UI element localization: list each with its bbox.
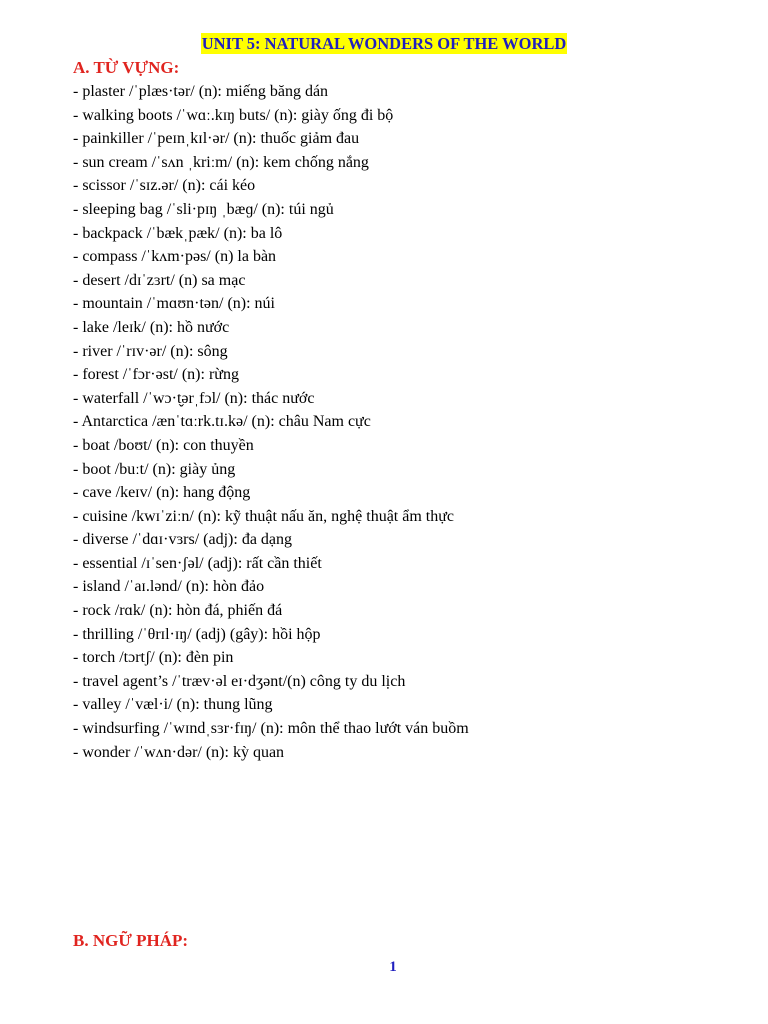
vocabulary-item: - scissor /ˈsɪz.ər/ (n): cái kéo [73, 177, 256, 195]
title-container [0, 33, 768, 54]
vocabulary-item: - sun cream /ˈsʌn ˌkriːm/ (n): kem chống nắng [73, 153, 369, 171]
vocabulary-item: - torch /tɔrtʃ/ (n): đèn pin [73, 649, 234, 667]
vocabulary-item: - cuisine /kwɪˈziːn/ (n): kỹ thuật nấu ăn, nghệ thuật ẩm thực [73, 507, 455, 525]
vocabulary-item: - walking boots /ˈwɑː.kɪŋ buts/ (n): giày ống đi bộ [73, 106, 394, 124]
vocabulary-item: - cave /keɪv/ (n): hang động [73, 484, 251, 502]
vocabulary-item: - mountain /ˈmɑʊn·tən/ (n): núi [73, 295, 275, 313]
unit-title: UNIT 5: NATURAL WONDERS OF THE WORLD [201, 34, 567, 53]
vocabulary-item: - essential /ɪˈsen·ʃəl/ (adj): rất cần thiết [73, 554, 322, 572]
vocabulary-item: - Antarctica /ænˈtɑːrk.tɪ.kə/ (n): châu Nam cực [73, 413, 371, 431]
vocabulary-item: - valley /ˈvæl·i/ (n): thung lũng [73, 696, 273, 714]
vocabulary-item: - river /ˈrɪv·ər/ (n): sông [73, 342, 228, 360]
vocabulary-item: - thrilling /ˈθrɪl·ɪŋ/ (adj) (gây): hồi hộp [73, 625, 321, 643]
vocabulary-item: - desert /dɪˈzɜrt/ (n) sa mạc [73, 271, 246, 289]
section-a-heading: A. TỪ VỰNG: [73, 58, 180, 77]
vocabulary-item: - compass /ˈkʌm·pəs/ (n) la bàn [73, 248, 277, 266]
vocabulary-item: - sleeping bag /ˈsli·pɪŋ ˌbæɡ/ (n): túi ngủ [73, 200, 334, 218]
vocabulary-item: - waterfall /ˈwɔ·t̬ərˌfɔl/ (n): thác nước [73, 389, 315, 407]
vocabulary-item: - diverse /ˈdɑɪ·vɜrs/ (adj): đa dạng [73, 531, 293, 549]
vocabulary-item: - plaster /ˈplæs·tər/ (n): miếng băng dán [73, 83, 329, 100]
vocabulary-item: - lake /leɪk/ (n): hồ nước [73, 318, 230, 336]
vocabulary-item: - island /ˈaɪ.lənd/ (n): hòn đảo [73, 578, 265, 596]
vocabulary-list [73, 80, 469, 764]
section-b-heading: B. NGỮ PHÁP: [73, 931, 189, 950]
vocabulary-item: - forest /ˈfɔr·əst/ (n): rừng [73, 366, 239, 384]
vocabulary-item: - backpack /ˈbækˌpæk/ (n): ba lô [73, 224, 283, 242]
vocabulary-item: - painkiller /ˈpeɪnˌkɪl·ər/ (n): thuốc giảm đau [73, 130, 360, 148]
vocabulary-item: - rock /rɑk/ (n): hòn đá, phiến đá [73, 602, 283, 620]
vocabulary-item: - boat /boʊt/ (n): con thuyền [73, 436, 254, 454]
vocabulary-item: - travel agent’s /ˈtræv·əl eɪ·dʒənt/(n) công ty du lịch [73, 672, 406, 690]
vocabulary-item: - windsurfing /ˈwɪndˌsɜr·fɪŋ/ (n): môn thể thao lướt ván buồm [73, 720, 469, 738]
vocabulary-item: - wonder /ˈwʌn·dər/ (n): kỳ quan [73, 743, 285, 761]
vocabulary-item: - boot /buːt/ (n): giày ủng [73, 460, 236, 478]
page-number: 1 [389, 959, 397, 975]
